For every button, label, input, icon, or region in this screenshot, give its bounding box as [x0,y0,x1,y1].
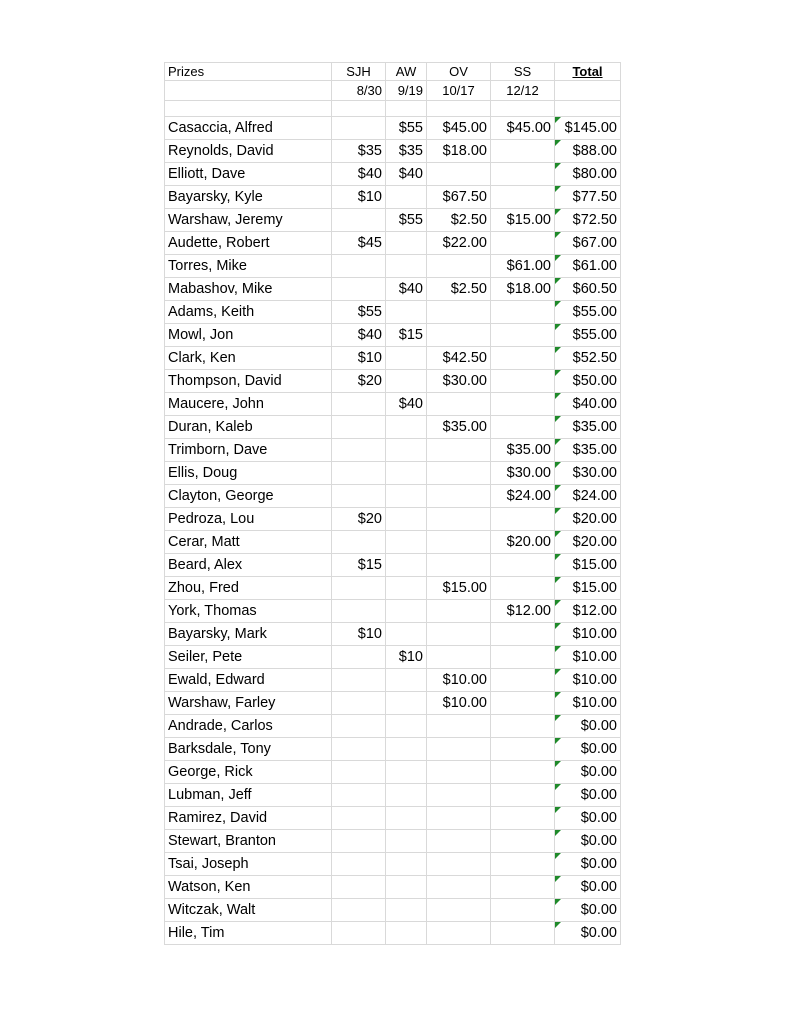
ov-prize-cell[interactable]: $35.00 [427,416,491,439]
total-prize-cell[interactable]: $20.00 [555,508,621,531]
player-name-cell[interactable]: Watson, Ken [165,876,332,899]
ss-prize-cell[interactable] [491,830,555,853]
player-name-cell[interactable]: Clayton, George [165,485,332,508]
total-prize-cell[interactable]: $10.00 [555,623,621,646]
player-name-cell[interactable]: Reynolds, David [165,140,332,163]
sjh-prize-cell[interactable] [332,117,386,140]
ss-prize-cell[interactable] [491,554,555,577]
total-prize-cell[interactable]: $72.50 [555,209,621,232]
total-prize-cell[interactable]: $35.00 [555,439,621,462]
aw-prize-cell[interactable] [386,416,427,439]
table-row [165,853,621,876]
table-row [165,117,621,140]
total-prize-cell[interactable]: $0.00 [555,715,621,738]
sjh-prize-cell[interactable] [332,255,386,278]
aw-prize-cell[interactable]: $55 [386,117,427,140]
ov-prize-cell[interactable] [427,853,491,876]
aw-prize-cell[interactable]: $55 [386,209,427,232]
ss-prize-cell[interactable] [491,140,555,163]
ss-prize-cell[interactable] [491,577,555,600]
table-row [165,554,621,577]
aw-prize-cell[interactable] [386,830,427,853]
prizes-spreadsheet [164,62,621,945]
total-prize-cell[interactable]: $77.50 [555,186,621,209]
sjh-prize-cell[interactable]: $10 [332,623,386,646]
player-name-cell[interactable]: Ramirez, David [165,807,332,830]
player-name-cell[interactable]: Torres, Mike [165,255,332,278]
total-prize-cell[interactable]: $20.00 [555,531,621,554]
table-row [165,255,621,278]
ov-prize-cell[interactable]: $22.00 [427,232,491,255]
sjh-prize-cell[interactable] [332,669,386,692]
ov-prize-cell[interactable] [427,163,491,186]
aw-prize-cell[interactable] [386,623,427,646]
sjh-prize-cell[interactable] [332,485,386,508]
player-name-cell[interactable]: Audette, Robert [165,232,332,255]
aw-prize-cell[interactable] [386,715,427,738]
total-prize-cell[interactable]: $61.00 [555,255,621,278]
blank-cell[interactable] [165,101,332,117]
aw-prize-cell[interactable]: $40 [386,163,427,186]
aw-prize-cell[interactable] [386,255,427,278]
sjh-prize-cell[interactable] [332,600,386,623]
blank-cell[interactable] [491,101,555,117]
player-name-cell[interactable]: Trimborn, Dave [165,439,332,462]
ss-prize-cell[interactable] [491,807,555,830]
sjh-prize-cell[interactable] [332,416,386,439]
ss-prize-cell[interactable] [491,324,555,347]
table-row [165,186,621,209]
ov-prize-cell[interactable]: $10.00 [427,692,491,715]
aw-prize-cell[interactable] [386,876,427,899]
player-name-cell[interactable]: Mabashov, Mike [165,278,332,301]
sjh-prize-cell[interactable] [332,278,386,301]
date-ss[interactable]: 12/12 [491,81,555,101]
total-prize-cell[interactable]: $15.00 [555,577,621,600]
ss-prize-cell[interactable]: $15.00 [491,209,555,232]
sjh-prize-cell[interactable] [332,209,386,232]
ov-prize-cell[interactable] [427,393,491,416]
ov-prize-cell[interactable]: $2.50 [427,278,491,301]
aw-prize-cell[interactable]: $35 [386,140,427,163]
blank-row [165,101,621,117]
table-row [165,508,621,531]
ss-prize-cell[interactable] [491,370,555,393]
total-prize-cell[interactable]: $12.00 [555,600,621,623]
total-prize-cell[interactable]: $0.00 [555,853,621,876]
table-row [165,899,621,922]
player-name-cell[interactable]: Beard, Alex [165,554,332,577]
player-name-cell[interactable]: Thompson, David [165,370,332,393]
total-prize-cell[interactable]: $10.00 [555,669,621,692]
table-row [165,209,621,232]
ov-prize-cell[interactable]: $45.00 [427,117,491,140]
table-row [165,485,621,508]
total-prize-cell[interactable]: $10.00 [555,646,621,669]
date-total[interactable] [555,81,621,101]
ss-prize-cell[interactable] [491,393,555,416]
date-aw[interactable]: 9/19 [386,81,427,101]
ss-prize-cell[interactable] [491,899,555,922]
sjh-prize-cell[interactable] [332,646,386,669]
ss-prize-cell[interactable] [491,163,555,186]
date-row [165,81,621,101]
player-name-cell[interactable]: Hile, Tim [165,922,332,945]
player-name-cell[interactable]: George, Rick [165,761,332,784]
player-name-cell[interactable]: Warshaw, Jeremy [165,209,332,232]
sjh-prize-cell[interactable]: $15 [332,554,386,577]
table-row [165,439,621,462]
spreadsheet-body [165,63,621,945]
column-header-sjh[interactable]: SJH [332,63,386,81]
table-row [165,830,621,853]
ss-prize-cell[interactable] [491,416,555,439]
sjh-prize-cell[interactable]: $40 [332,324,386,347]
table-row [165,922,621,945]
table-row [165,600,621,623]
ov-prize-cell[interactable] [427,922,491,945]
sjh-prize-cell[interactable] [332,876,386,899]
ov-prize-cell[interactable] [427,485,491,508]
sjh-prize-cell[interactable] [332,393,386,416]
table-row [165,416,621,439]
player-name-cell[interactable]: Maucere, John [165,393,332,416]
ss-prize-cell[interactable] [491,692,555,715]
ss-prize-cell[interactable] [491,186,555,209]
ss-prize-cell[interactable]: $45.00 [491,117,555,140]
ss-prize-cell[interactable] [491,301,555,324]
aw-prize-cell[interactable] [386,554,427,577]
player-name-cell[interactable]: Clark, Ken [165,347,332,370]
sjh-prize-cell[interactable] [332,807,386,830]
sjh-prize-cell[interactable] [332,692,386,715]
sjh-prize-cell[interactable] [332,439,386,462]
aw-prize-cell[interactable] [386,508,427,531]
ss-prize-cell[interactable] [491,232,555,255]
ss-prize-cell[interactable]: $24.00 [491,485,555,508]
table-row [165,761,621,784]
aw-prize-cell[interactable] [386,669,427,692]
table-row [165,876,621,899]
sjh-prize-cell[interactable] [332,830,386,853]
player-name-cell[interactable]: Warshaw, Farley [165,692,332,715]
blank-cell[interactable] [555,101,621,117]
total-prize-cell[interactable]: $50.00 [555,370,621,393]
ss-prize-cell[interactable] [491,761,555,784]
ov-prize-cell[interactable] [427,600,491,623]
ov-prize-cell[interactable]: $15.00 [427,577,491,600]
table-row [165,393,621,416]
ov-prize-cell[interactable]: $18.00 [427,140,491,163]
column-header-total[interactable]: Total [555,63,621,81]
aw-prize-cell[interactable] [386,600,427,623]
ov-prize-cell[interactable] [427,623,491,646]
sjh-prize-cell[interactable]: $10 [332,186,386,209]
ov-prize-cell[interactable]: $10.00 [427,669,491,692]
ss-prize-cell[interactable]: $20.00 [491,531,555,554]
player-name-cell[interactable]: Witczak, Walt [165,899,332,922]
table-row [165,784,621,807]
blank-cell[interactable] [427,101,491,117]
total-prize-cell[interactable]: $55.00 [555,301,621,324]
player-name-cell[interactable]: Casaccia, Alfred [165,117,332,140]
blank-cell[interactable] [386,101,427,117]
total-prize-cell[interactable]: $15.00 [555,554,621,577]
column-header-aw[interactable]: AW [386,63,427,81]
ov-prize-cell[interactable] [427,531,491,554]
ss-prize-cell[interactable] [491,347,555,370]
player-name-cell[interactable]: Adams, Keith [165,301,332,324]
aw-prize-cell[interactable] [386,301,427,324]
ss-prize-cell[interactable] [491,669,555,692]
sjh-prize-cell[interactable]: $20 [332,370,386,393]
player-name-cell[interactable]: Elliott, Dave [165,163,332,186]
table-row [165,531,621,554]
ov-prize-cell[interactable] [427,508,491,531]
date-ov[interactable]: 10/17 [427,81,491,101]
ov-prize-cell[interactable] [427,807,491,830]
aw-prize-cell[interactable] [386,186,427,209]
ov-prize-cell[interactable]: $2.50 [427,209,491,232]
player-name-cell[interactable]: Ellis, Doug [165,462,332,485]
aw-prize-cell[interactable] [386,922,427,945]
table-row [165,577,621,600]
table-row [165,324,621,347]
total-prize-cell[interactable]: $0.00 [555,761,621,784]
sjh-prize-cell[interactable] [332,577,386,600]
ov-prize-cell[interactable]: $42.50 [427,347,491,370]
player-name-cell[interactable]: Mowl, Jon [165,324,332,347]
sjh-prize-cell[interactable]: $35 [332,140,386,163]
ov-prize-cell[interactable] [427,761,491,784]
sjh-prize-cell[interactable]: $45 [332,232,386,255]
player-name-cell[interactable]: Bayarsky, Mark [165,623,332,646]
total-prize-cell[interactable]: $60.50 [555,278,621,301]
aw-prize-cell[interactable] [386,462,427,485]
ss-prize-cell[interactable] [491,784,555,807]
total-prize-cell[interactable]: $0.00 [555,830,621,853]
player-name-cell[interactable]: Barksdale, Tony [165,738,332,761]
sjh-prize-cell[interactable]: $40 [332,163,386,186]
aw-prize-cell[interactable] [386,531,427,554]
aw-prize-cell[interactable] [386,577,427,600]
aw-prize-cell[interactable]: $40 [386,393,427,416]
player-name-cell[interactable]: Seiler, Pete [165,646,332,669]
column-header-row [165,63,621,81]
ov-prize-cell[interactable] [427,899,491,922]
total-prize-cell[interactable]: $80.00 [555,163,621,186]
total-prize-cell[interactable]: $67.00 [555,232,621,255]
sjh-prize-cell[interactable] [332,853,386,876]
column-header-ov[interactable]: OV [427,63,491,81]
player-name-cell[interactable]: Pedroza, Lou [165,508,332,531]
ov-prize-cell[interactable] [427,439,491,462]
player-name-cell[interactable]: Andrade, Carlos [165,715,332,738]
sjh-prize-cell[interactable]: $20 [332,508,386,531]
player-name-cell[interactable]: Cerar, Matt [165,531,332,554]
ss-prize-cell[interactable]: $12.00 [491,600,555,623]
ss-prize-cell[interactable]: $18.00 [491,278,555,301]
ss-prize-cell[interactable]: $30.00 [491,462,555,485]
table-row [165,623,621,646]
ov-prize-cell[interactable] [427,784,491,807]
player-name-cell[interactable]: Duran, Kaleb [165,416,332,439]
sjh-prize-cell[interactable] [332,784,386,807]
aw-prize-cell[interactable] [386,853,427,876]
aw-prize-cell[interactable] [386,692,427,715]
player-name-cell[interactable]: Tsai, Joseph [165,853,332,876]
ov-prize-cell[interactable] [427,324,491,347]
total-prize-cell[interactable]: $40.00 [555,393,621,416]
ov-prize-cell[interactable]: $30.00 [427,370,491,393]
ov-prize-cell[interactable] [427,830,491,853]
aw-prize-cell[interactable]: $10 [386,646,427,669]
aw-prize-cell[interactable]: $15 [386,324,427,347]
total-prize-cell[interactable]: $30.00 [555,462,621,485]
table-row [165,347,621,370]
sjh-prize-cell[interactable] [332,715,386,738]
table-row [165,301,621,324]
ss-prize-cell[interactable] [491,853,555,876]
table-row [165,646,621,669]
aw-prize-cell[interactable] [386,485,427,508]
ov-prize-cell[interactable] [427,738,491,761]
table-row [165,232,621,255]
column-header-ss[interactable]: SS [491,63,555,81]
sjh-prize-cell[interactable] [332,922,386,945]
aw-prize-cell[interactable] [386,807,427,830]
aw-prize-cell[interactable] [386,761,427,784]
player-name-cell[interactable]: Zhou, Fred [165,577,332,600]
ov-prize-cell[interactable]: $67.50 [427,186,491,209]
sjh-prize-cell[interactable]: $55 [332,301,386,324]
total-prize-cell[interactable]: $0.00 [555,876,621,899]
aw-prize-cell[interactable] [386,347,427,370]
ov-prize-cell[interactable] [427,646,491,669]
total-prize-cell[interactable]: $0.00 [555,922,621,945]
sjh-prize-cell[interactable] [332,738,386,761]
total-prize-cell[interactable]: $0.00 [555,899,621,922]
table-row [165,807,621,830]
player-name-cell[interactable]: Ewald, Edward [165,669,332,692]
ss-prize-cell[interactable] [491,715,555,738]
ss-prize-cell[interactable] [491,623,555,646]
ss-prize-cell[interactable] [491,922,555,945]
aw-prize-cell[interactable] [386,738,427,761]
table-row [165,140,621,163]
sjh-prize-cell[interactable] [332,899,386,922]
ov-prize-cell[interactable] [427,715,491,738]
ov-prize-cell[interactable] [427,462,491,485]
player-name-cell[interactable]: Stewart, Branton [165,830,332,853]
total-prize-cell[interactable]: $88.00 [555,140,621,163]
sjh-prize-cell[interactable] [332,531,386,554]
sjh-prize-cell[interactable] [332,761,386,784]
total-prize-cell[interactable]: $0.00 [555,784,621,807]
table-row [165,715,621,738]
aw-prize-cell[interactable]: $40 [386,278,427,301]
prizes-label[interactable]: Prizes [165,63,332,81]
ss-prize-cell[interactable] [491,646,555,669]
ss-prize-cell[interactable]: $35.00 [491,439,555,462]
total-prize-cell[interactable]: $35.00 [555,416,621,439]
total-prize-cell[interactable]: $0.00 [555,738,621,761]
aw-prize-cell[interactable] [386,232,427,255]
blank-cell[interactable] [332,101,386,117]
ov-prize-cell[interactable] [427,255,491,278]
total-prize-cell[interactable]: $0.00 [555,807,621,830]
player-name-cell[interactable]: Lubman, Jeff [165,784,332,807]
table-row [165,738,621,761]
ss-prize-cell[interactable]: $61.00 [491,255,555,278]
ov-prize-cell[interactable] [427,301,491,324]
ss-prize-cell[interactable] [491,508,555,531]
player-name-cell[interactable]: Bayarsky, Kyle [165,186,332,209]
total-prize-cell[interactable]: $24.00 [555,485,621,508]
date-row-empty-cell[interactable] [165,81,332,101]
table-row [165,462,621,485]
aw-prize-cell[interactable] [386,784,427,807]
ov-prize-cell[interactable] [427,876,491,899]
date-sjh[interactable]: 8/30 [332,81,386,101]
table-row [165,692,621,715]
table-row [165,370,621,393]
player-name-cell[interactable]: York, Thomas [165,600,332,623]
ss-prize-cell[interactable] [491,738,555,761]
aw-prize-cell[interactable] [386,370,427,393]
total-prize-cell[interactable]: $10.00 [555,692,621,715]
aw-prize-cell[interactable] [386,899,427,922]
table-row [165,278,621,301]
total-prize-cell[interactable]: $52.50 [555,347,621,370]
total-prize-cell[interactable]: $145.00 [555,117,621,140]
table-row [165,163,621,186]
sjh-prize-cell[interactable] [332,462,386,485]
table-row [165,669,621,692]
aw-prize-cell[interactable] [386,439,427,462]
ov-prize-cell[interactable] [427,554,491,577]
ss-prize-cell[interactable] [491,876,555,899]
sjh-prize-cell[interactable]: $10 [332,347,386,370]
total-prize-cell[interactable]: $55.00 [555,324,621,347]
